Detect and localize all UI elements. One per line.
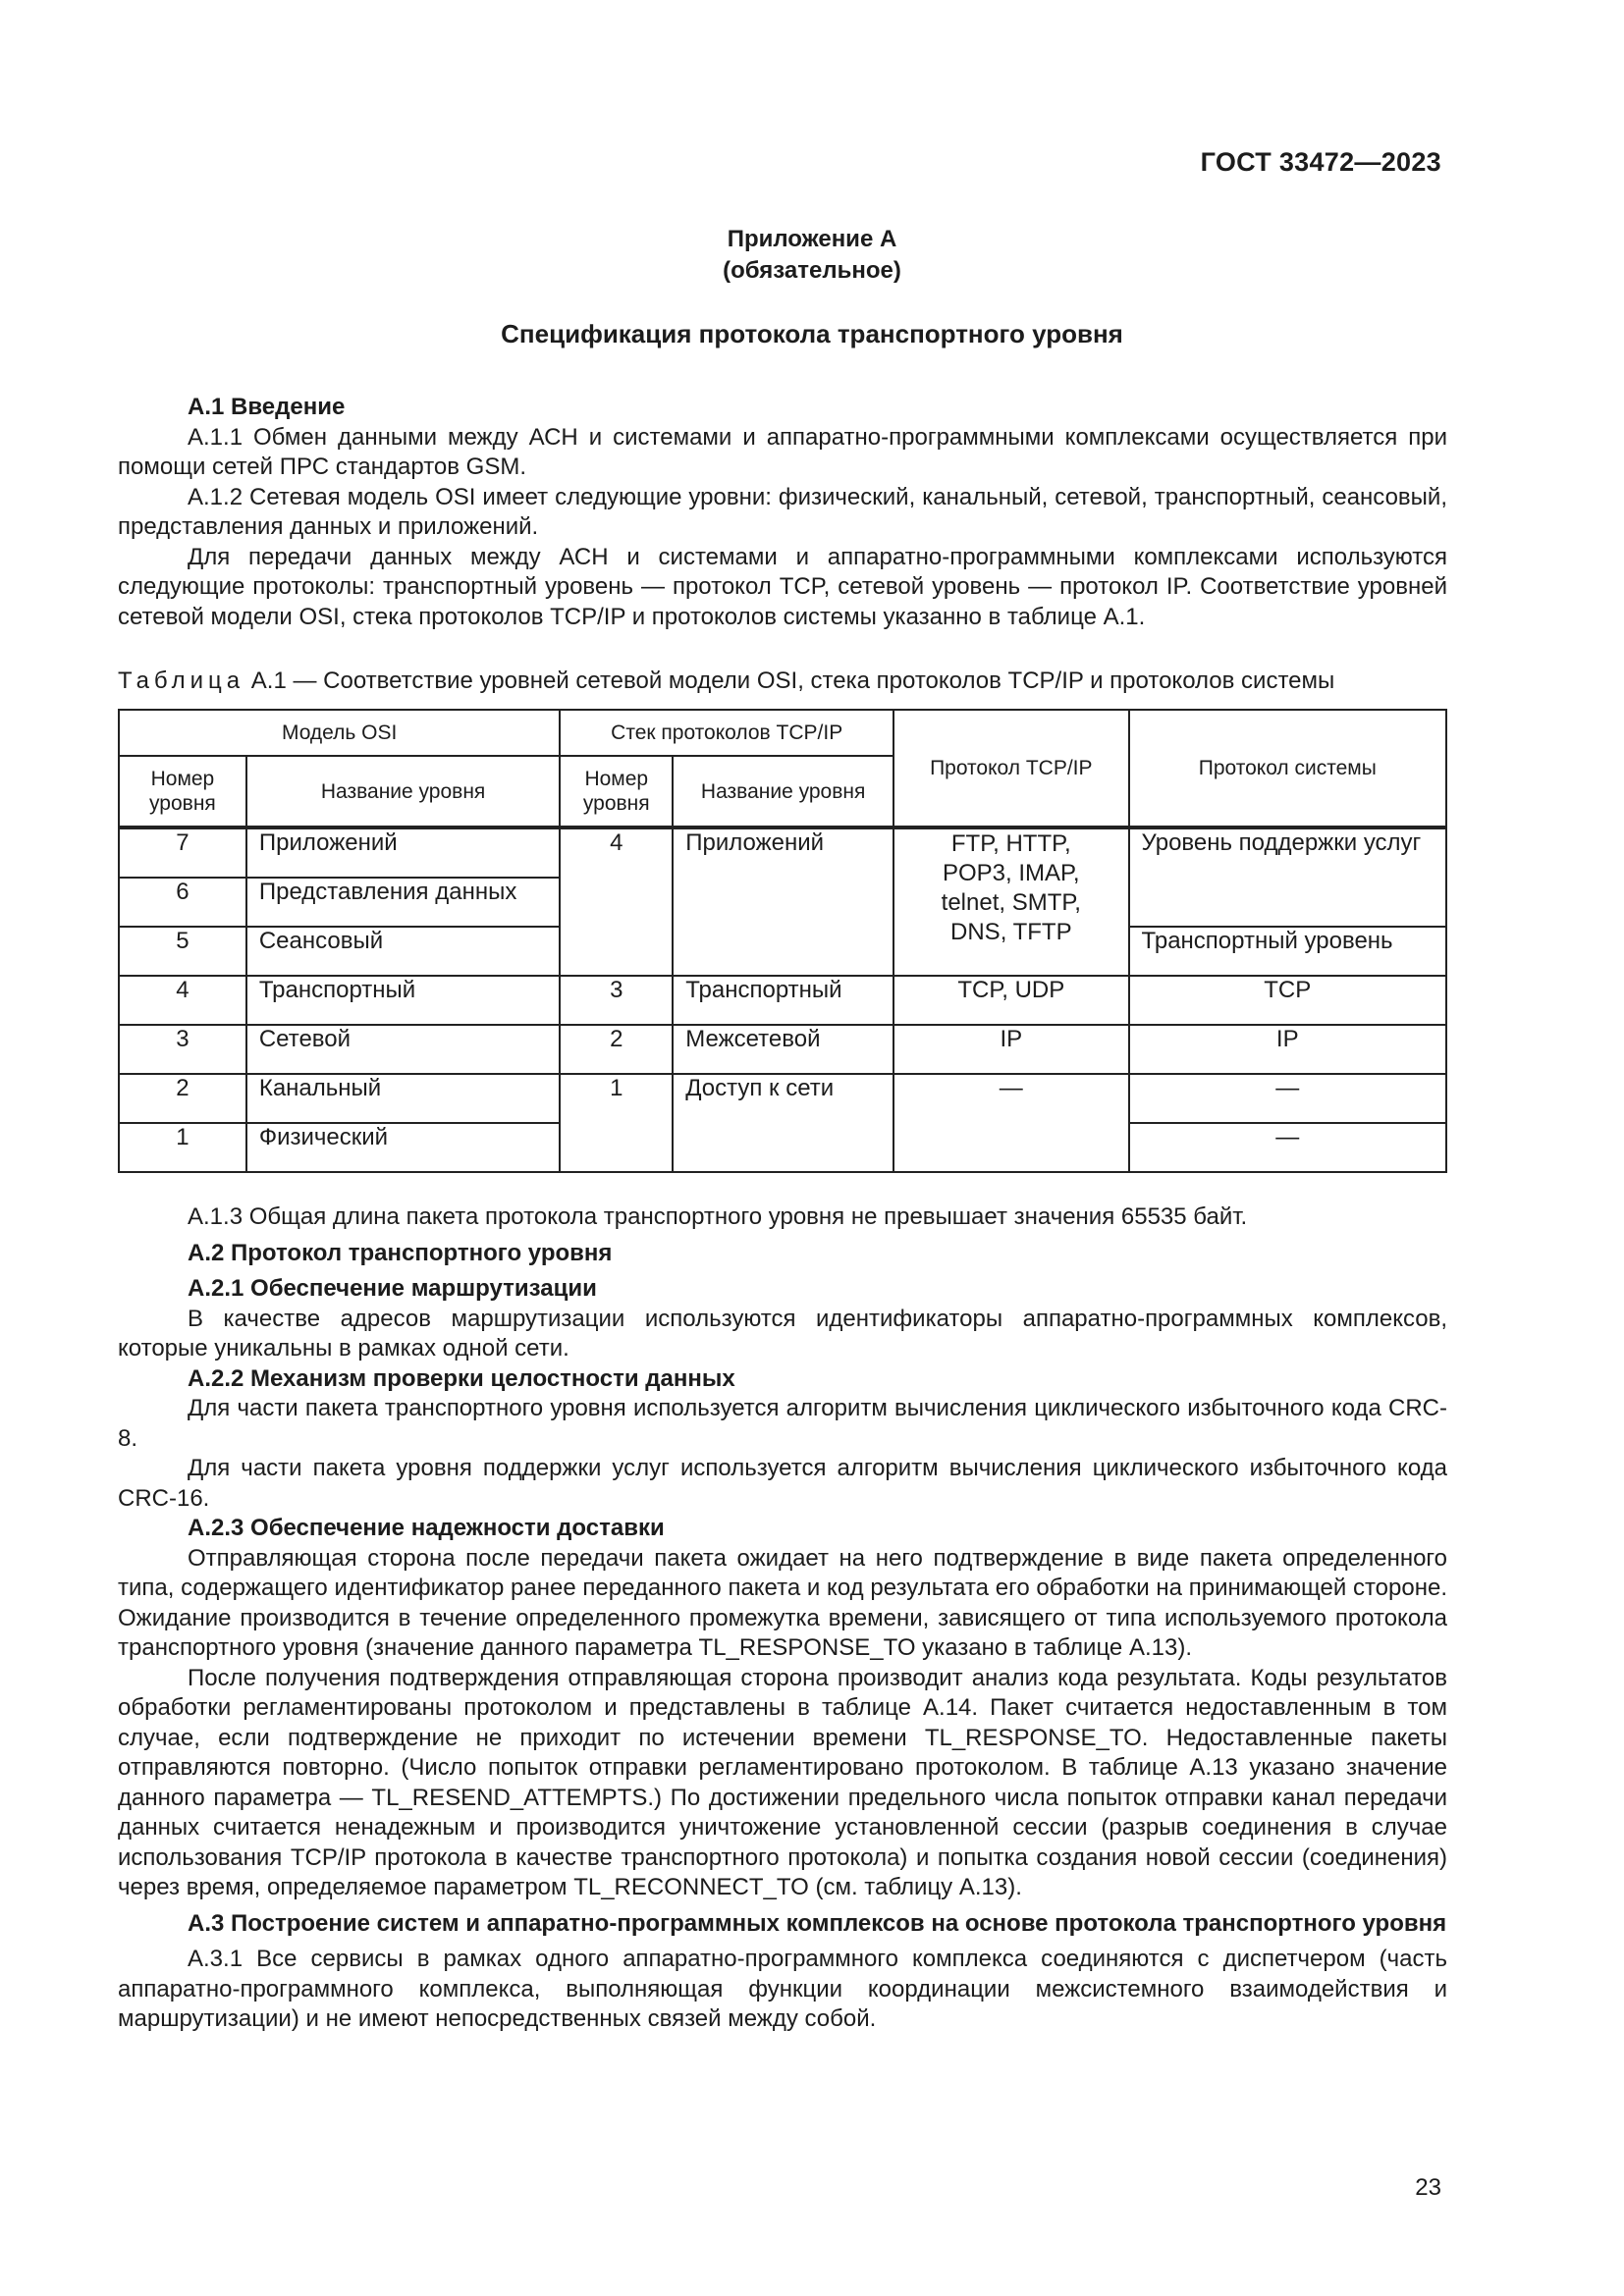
section-heading-a1: А.1 Введение [188,394,346,420]
header-tcpip-protocol: Протокол TCP/IP [893,710,1128,828]
header-osi-model: Модель OSI [119,710,560,756]
section-heading-a22: А.2.2 Механизм проверки целостности данных [188,1364,735,1392]
header-system-protocol: Протокол системы [1129,710,1446,828]
osi-name-cell: Представления данных [246,878,560,927]
header-osi-level-number: Номер уровня [119,756,246,828]
paragraph-a12: А.1.2 Сетевая модель OSI имеет следующие уровни: физический, канальный, сетевой, транспортный, сеансовый, представления данных и приложений. [118,483,1447,540]
protocol-table [118,709,1447,1173]
paragraph-a22-2: Для части пакета уровня поддержки услуг используется алгоритм вычисления циклического избыточного кода CRC-16. [118,1455,1447,1512]
annex-status: (обязательное) [723,257,901,284]
system-protocol-cell: Транспортный уровень [1129,927,1446,976]
paragraph-a11: А.1.1 Обмен данными между АСН и системами и аппаратно-программными комплексами осуществляется при помощи сетей ПРС стандартов GSM. [118,423,1447,480]
tcpip-protocol-cell: IP [893,1025,1128,1074]
system-protocol-cell: — [1129,1074,1446,1123]
stack-num-cell: 3 [560,976,673,1025]
paragraph-a21: В качестве адресов маршрутизации используются идентификаторы аппаратно-программных комплексов, которые уникальны в рамках одной сети. [118,1305,1447,1362]
page-number: 23 [1415,2174,1441,2201]
intro-section [118,393,1447,632]
stack-name-cell: Доступ к сети [673,1074,893,1172]
table-row [119,1074,1446,1123]
table-row [119,828,1446,878]
section-a2 [118,1202,1447,2035]
document-code: ГОСТ 33472—2023 [1200,147,1441,177]
section-heading-a2: А.2 Протокол транспортного уровня [188,1239,613,1266]
stack-name-cell: Межсетевой [673,1025,893,1074]
system-protocol-cell: TCP [1129,976,1446,1025]
table-row [119,1025,1446,1074]
system-protocol-cell: Уровень поддержки услуг [1129,828,1446,927]
stack-name-cell: Приложений [673,828,893,976]
tcpip-protocol-line: FTP, HTTP, [950,830,1071,857]
osi-name-cell: Сеансовый [246,927,560,976]
paragraph-a23-1: Отправляющая сторона после передачи пакета ожидает на него подтверждение в виде пакета определенного типа, содержащего идентификатор ранее переданного пакета и код результата его обработки на принимающей стороне. Ожидание производится в течение определенного промежутка времени, зависящего от типа используемого протокола транспортного уровня (значение данного параметра TL_RESPONSE_TO указано в таблице А.13). [118,1544,1447,1661]
osi-name-cell: Транспортный [246,976,560,1025]
stack-num-cell: 1 [560,1074,673,1172]
osi-name-cell: Физический [246,1123,560,1172]
osi-name-cell: Сетевой [246,1025,560,1074]
section-heading-a23: А.2.3 Обеспечение надежности доставки [188,1515,665,1541]
tcpip-protocol-line: telnet, SMTP, [941,889,1081,916]
paragraph-a22-1: Для части пакета транспортного уровня используется алгоритм вычисления циклического избыточного кода CRC-8. [118,1395,1447,1452]
system-protocol-cell: IP [1129,1025,1446,1074]
stack-num-cell: 4 [560,828,673,976]
paragraph-a23-2: После получения подтверждения отправляющая сторона производит анализ кода результата. Коды результатов обработки регламентированы протоколом и представлены в таблице А.14. Пакет считается недоставленным в том случае, если подтверждение не приходит по истечении времени TL_RESPONSE_TO. Недоставленные пакеты отправляются повторно. (Число попыток отправки регламентировано протоколом. В таблице А.13 указано значение данного параметра — TL_RESEND_ATTEMPTS.) По достижении предельного числа попыток отправки канал передачи данных считается ненадежным и производится уничтожение установленной сессии (разрыв соединения в случае использования TCP/IP протокола в качестве транспортного протокола) и попытка создания новой сессии (соединения) через время, определяемое параметром TL_RECONNECT_TO (см. таблицу А.13). [118,1664,1447,1900]
header-osi-level-name: Название уровня [246,756,560,828]
paragraph-a13: А.1.3 Общая длина пакета протокола транспортного уровня не превышает значения 65535 байт. [188,1203,1248,1230]
table-row [119,976,1446,1025]
osi-name-cell: Приложений [246,828,560,878]
table-caption-word: Таблица [118,667,245,694]
osi-name-cell: Канальный [246,1074,560,1123]
osi-num-cell: 3 [119,1025,246,1074]
stack-name-cell: Транспортный [673,976,893,1025]
osi-num-cell: 6 [119,878,246,927]
system-protocol-cell: — [1129,1123,1446,1172]
header-tcpip-stack: Стек протоколов TCP/IP [560,710,893,756]
osi-num-cell: 1 [119,1123,246,1172]
annex-heading: Спецификация протокола транспортного уровня [501,319,1123,348]
tcpip-protocol-cell [893,828,1128,976]
tcpip-protocol-cell: TCP, UDP [893,976,1128,1025]
header-stack-level-name: Название уровня [673,756,893,828]
table-caption [118,667,1334,695]
osi-num-cell: 5 [119,927,246,976]
header-stack-level-number: Номер уровня [560,756,673,828]
paragraph-a12-cont: Для передачи данных между АСН и системами и аппаратно-программными комплексами используются следующие протоколы: транспортный уровень — протокол TCP, сетевой уровень — протокол IP. Соответствие уровней сетевой модели OSI, стека протоколов TCP/IP и протоколов системы указанно в таблице А.1. [118,543,1447,630]
tcpip-protocol-line: DNS, TFTP [950,919,1072,945]
tcpip-protocol-cell: — [893,1074,1128,1172]
osi-num-cell: 2 [119,1074,246,1123]
annex-title: Приложение А [727,226,897,252]
section-heading-a21: А.2.1 Обеспечение маршрутизации [188,1275,597,1302]
osi-num-cell: 7 [119,828,246,878]
paragraph-a31: А.3.1 Все сервисы в рамках одного аппаратно-программного комплекса соединяются с диспетчером (часть аппаратно-программного комплекса, выполняющая функции координации межсистемного взаимодействия и маршрутизации) и не имеют непосредственных связей между собой. [118,1946,1447,2032]
osi-num-cell: 4 [119,976,246,1025]
stack-num-cell: 2 [560,1025,673,1074]
section-heading-a3: А.3 Построение систем и аппаратно-программных комплексов на основе протокола транспортного уровня [188,1909,1447,1937]
table-caption-text: А.1 — Соответствие уровней сетевой модели OSI, стека протоколов TCP/IP и протоколов системы [244,667,1335,694]
tcpip-protocol-line: POP3, IMAP, [942,860,1080,886]
